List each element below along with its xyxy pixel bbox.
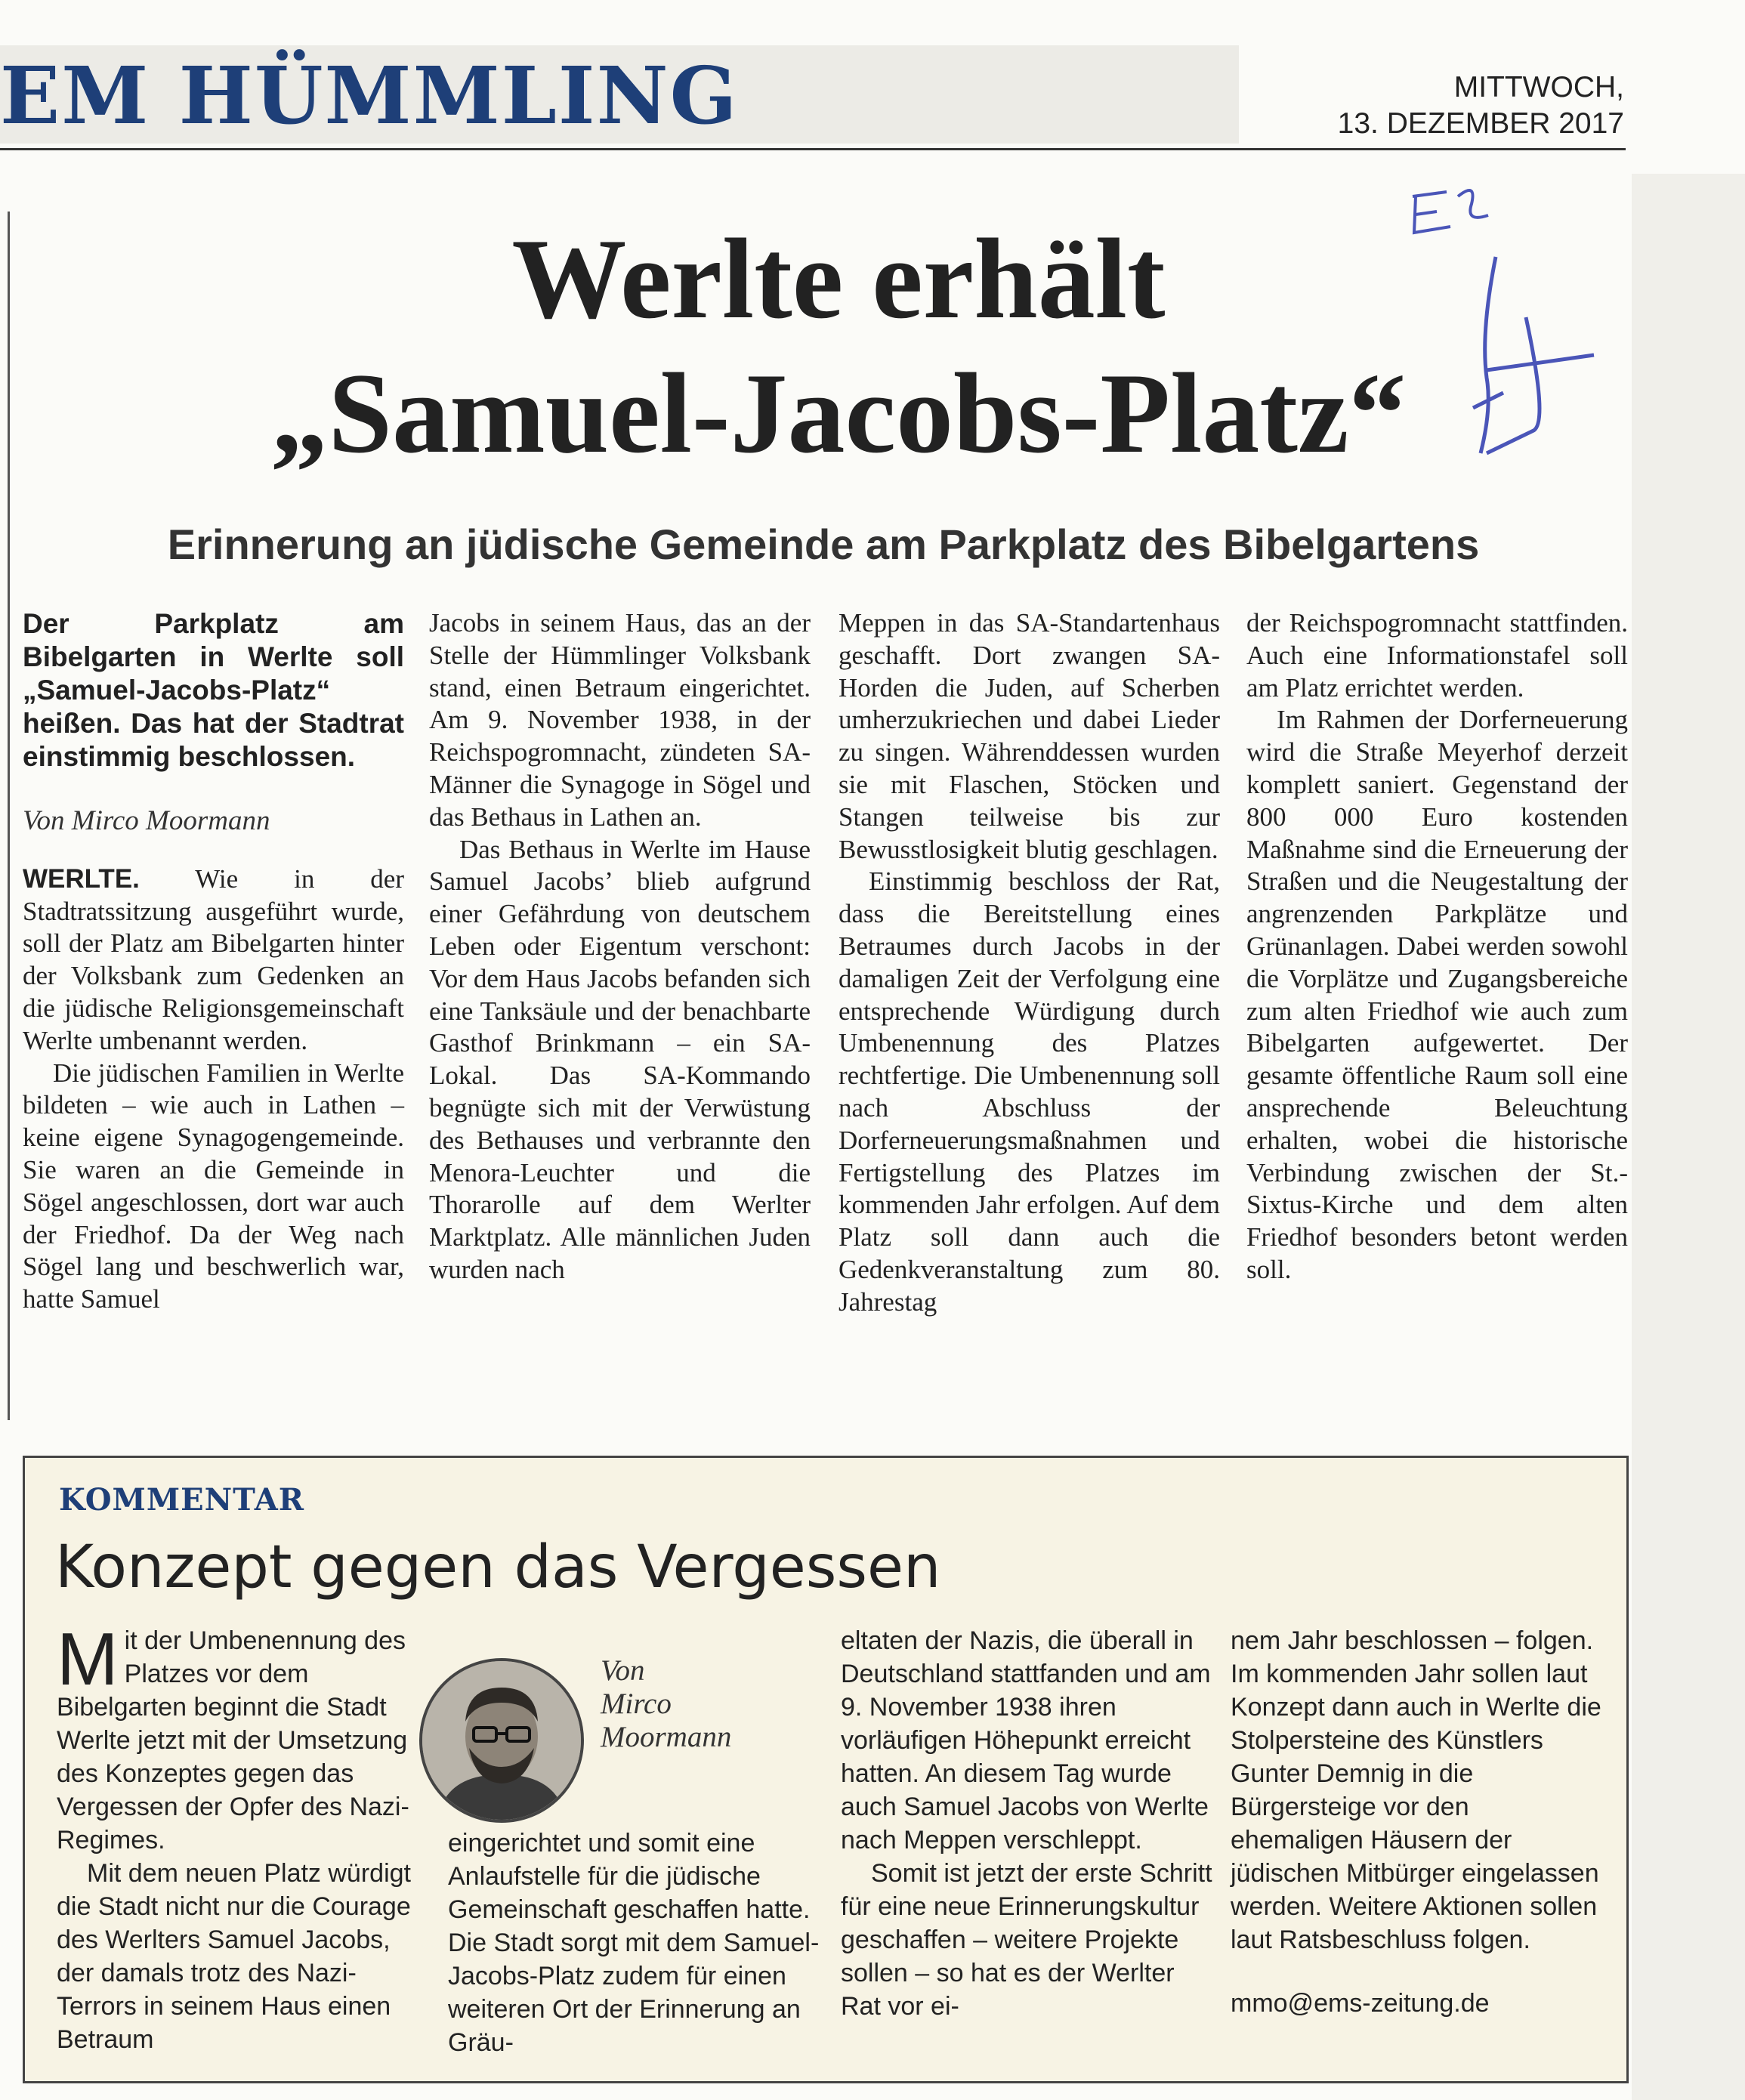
article-paragraph-text: Wie in der Stadtratssitzung ausgeführt wurde, soll der Platz am Bibelgarten hinter der Volksbank zum Gedenken an die jüdische Religionsgemeinschaft Werlte umbenannt werden. [23,863,404,1055]
article-column-4 [1246,607,1628,1286]
commentary-paragraph: Mit dem neuen Platz würdigt die Stadt nicht nur die Courage des Werlters Samuel Jacobs, der damals trotz des Nazi-Terrors in seinem Haus einen Betraum [57,1859,411,2054]
headline-line-2: „Samuel-Jacobs-Platz“ [270,350,1407,477]
article-byline: Von Mirco Moormann [23,805,270,836]
article-subheadline: Erinnerung an jüdische Gemeinde am Parkplatz des Bibelgartens [167,520,1480,568]
headline-line-1: Werlte erhält [511,215,1166,342]
article-column-1 [23,607,404,1316]
article-column-2 [429,607,811,1286]
commentary-column-3 [841,1624,1218,2023]
article-lead: Der Parkplatz am Bibelgarten in Werlte soll „Samuel-Jacobs-Platz“ heißen. Das hat der Stadtrat einstimmig beschlossen. [23,608,404,772]
commentary-paragraph: nem Jahr beschlossen – folgen. Im kommenden Jahr sollen laut Konzept dann auch in Werlte die Stolpersteine des Künstlers Gunter Demnig in die Bürgersteige vor den ehemaligen Häusern der jüdischen Mitbürger eingelassen werden. Weitere Aktionen sollen laut Ratsbeschluss folgen. [1231,1626,1601,1954]
author-first-name: Mirco [601,1688,672,1720]
section-masthead: EM HÜMMLING [0,49,739,142]
commentary-paragraph-text: it der Umbenennung des Platzes vor dem Bibelgarten beginnt die Stadt Werlte jetzt mit der Umsetzung des Konzeptes gegen das Vergessen der Opfer des Nazi-Regimes. [57,1626,409,1854]
commentary-paragraph [57,1617,434,1857]
commentary-box [23,1456,1629,2083]
article-paragraph: Jacobs in seinem Haus, das an der Stelle der Hümmlinger Volksbank stand, einen Betraum eingerichtet. Am 9. November 1938, in der Reichspogromnacht, zündeten SA-Männer die Synagoge in Sögel und das Bethaus in Lathen an. [429,608,811,832]
issue-date-text: 13. DEZEMBER 2017 [1337,107,1624,140]
author-portrait [419,1658,584,1823]
article-paragraph: Die jüdischen Familien in Werlte bildeten – wie auch in Lathen – keine eigene Synagogengemeinde. Sie waren an die Gemeinde in Sögel angeschlossen, dort war auch der Friedhof. Da der Weg nach Sögel lang und beschwerlich war, hatte Samuel [23,1058,404,1314]
commentary-paragraph: Somit ist jetzt der erste Schritt für eine neue Erinnerungskultur geschaffen – weitere Projekte sollen – so hat es der Werlter Rat vor ei- [841,1859,1212,2021]
issue-date [1338,69,1624,142]
commentary-dropcap: M [57,1617,119,1700]
commentary-column-4 [1231,1624,1608,2020]
commentary-paragraph: eingerichtet und somit eine Anlaufstelle für die jüdische Gemeinschaft geschaffen hatte. Die Stadt sorgt mit dem Samuel-Jacobs-Platz zudem für einen weiteren Ort der Erinnerung an Gräu- [448,1829,820,2057]
article-paragraph: Im Rahmen der Dorferneuerung wird die Straße Meyerhof derzeit komplett saniert. Gegenstand der 800 000 Euro kostenden Maßnahme sind die Erneuerung der Straßen und die Neugestaltung der angrenzenden Parkplätze und Grünanlagen. Dabei werden sowohl die Vorplätze und Zugangsbereiche zum alten Friedhof wie auch zum Bibelgarten aufgewertet. Der gesamte öffentliche Raum soll eine ansprechende Beleuchtung erhalten, wobei die historische Verbindung zwischen der St.-Sixtus-Kirche und dem alten Friedhof besonders betont werden soll. [1246,705,1628,1284]
author-avatar-icon [422,1661,581,1820]
commentary-email: mmo@ems-zeitung.de [1231,1989,1490,2018]
commentary-label: KOMMENTAR [59,1482,304,1518]
article-paragraph: Einstimmig beschloss der Rat, dass die Bereitstellung eines Betraumes durch Jacobs in der damaligen Zeit der Verfolgung eine entsprechende Würdigung durch Umbenennung des Platzes rechtfertige. Die Umbenennung soll nach Abschluss der Dorferneuerungsmaßnahmen und Fertigstellung des Platzes im kommenden Jahr erfolgen. Auf dem Platz soll dann auch die Gedenkveranstaltung zum 80. Jahrestag [839,866,1220,1317]
article-paragraph [23,863,404,1058]
article-paragraph: Meppen in das SA-Standartenhaus geschafft. Dort zwangen SA-Horden die Juden, auf Scherben umherzukriechen und dabei Lieder zu singen. Währenddessen wurden sie mit Flaschen, Stöcken und Stangen teilweise bis zur Bewusstlosigkeit blutig geschlagen. [839,608,1220,864]
commentary-title: Konzept gegen das Vergessen [55,1533,941,1601]
commentary-column-2 [448,1827,826,2059]
author-caption [601,1654,731,1754]
issue-weekday: MITTWOCH, [1453,71,1624,103]
article-dateline: WERLTE. [23,863,140,894]
author-last-name: Moormann [601,1721,732,1753]
commentary-column-1 [57,1617,434,2056]
author-von: Von [601,1654,645,1687]
article-column-3 [839,607,1220,1319]
header-rule [0,148,1626,150]
article-paragraph: Das Bethaus in Werlte im Hause Samuel Jacobs’ blieb aufgrund einer Gefährdung von deutschem Leben oder Eigentum verschont: Vor dem Haus Jacobs befanden sich eine Tanksäule und der benachbarte Gasthof Brinkmann – ein SA-Lokal. Das SA-Kommando begnügte sich mit der Verwüstung des Bethauses und verbrannte den Menora-Leuchter und die Thorarolle auf dem Werlter Marktplatz. Alle männlichen Juden wurden nach [429,834,811,1284]
article-paragraph: der Reichspogromnacht stattfinden. Auch eine Informationstafel soll am Platz errichtet werden. [1246,608,1628,703]
article-headline [0,212,1677,480]
commentary-paragraph: eltaten der Nazis, die überall in Deutschland stattfanden und am 9. November 1938 ihren vorläufigen Höhepunkt erreicht hatten. An diesem Tag wurde auch Samuel Jacobs von Werlte nach Meppen verschleppt. [841,1626,1211,1854]
